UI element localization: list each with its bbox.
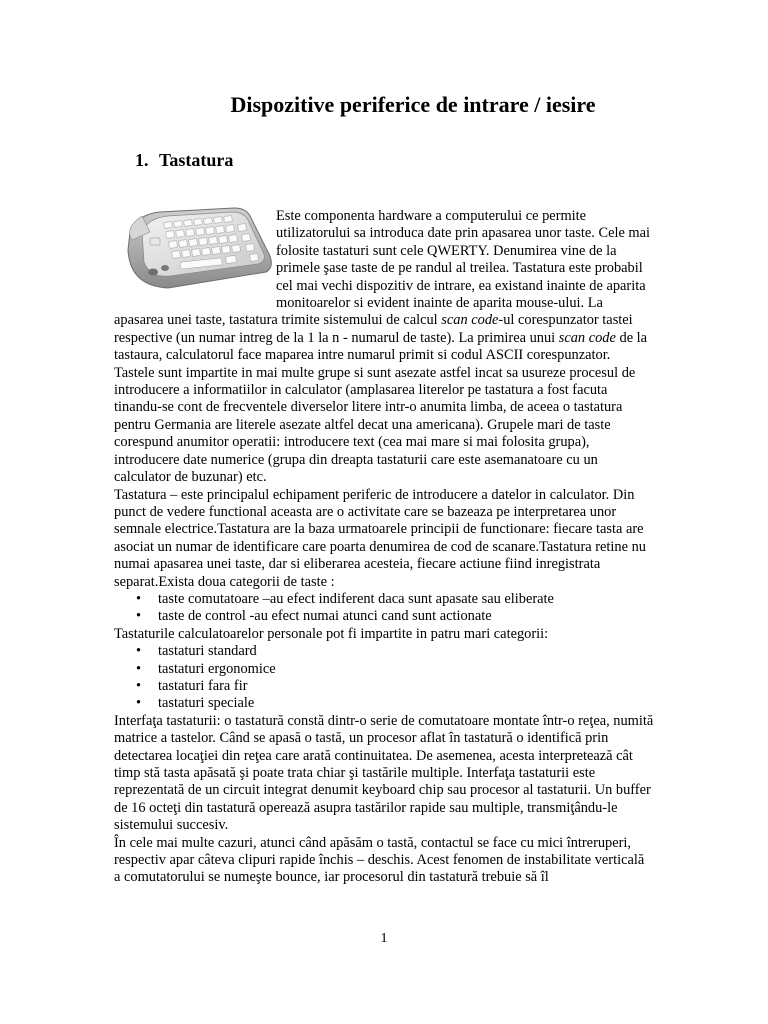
page-number: 1 — [380, 931, 388, 946]
list-item: • tastaturi ergonomice — [158, 661, 654, 678]
paragraph-interface: Interfaţa tastaturii: o tastatură constă dintr-o serie de comutatoare montate într-o reţea, numită matrice a tastelor. Când se apasă o tastă, un procesor aflat în tastatură o identifică prin detectarea locaţiei din reţea care arată continuitatea. De asemenea, acesta interpretează cât timp stă tasta apăsată şi poate trata chiar şi tastările multiple. Interfaţa tastaturii este reprezentată de un circuit integrat denumit keyboard chip sau procesor al tastaturii. Un buffer de 16 octeţi din tastatură operează asupra tastărilor rapide sau multiple, transmiţându-le sistemului succesiv. — [114, 712, 654, 834]
document-title: Dispozitive periferice de intrare / iesire — [230, 92, 596, 117]
list-item: • tastaturi fara fir — [158, 678, 654, 695]
section-number: 1. — [135, 150, 149, 170]
list-item: • tastaturi speciale — [158, 695, 654, 712]
paragraph-definition: Tastatura – este principalul echipament periferic de introducere a datelor in calculator. Din punct de vedere functional aceasta are o activitate care se bazeaza pe interpretarea unor semnale electrice.Tastatura are la baza urmatoarele principii de functionare: fiecare tasta are asociat un numar de identificare care poarta denumirea de cod de scanare.Tastatura retine nu numai apasarea unei taste, dar si eliberarea acesteia, fiecare actiune fiind inregistrata separat.Exista doua categorii de taste : — [114, 486, 646, 590]
term-scan-code-1: scan code — [441, 312, 499, 329]
section-title: Tastatura — [159, 150, 234, 170]
document-body — [114, 208, 654, 887]
list-item: • taste comutatoare –au efect indiferent daca sunt apasate sau eliberate — [158, 591, 654, 608]
list-item: • tastaturi standard — [158, 643, 654, 660]
paragraph-keyboard-types: Tastaturile calculatoarelor personale pot fi impartite in patru mari categorii: — [114, 625, 549, 642]
keyboard-types-list — [114, 643, 654, 713]
paragraph-intro-part-3: de la tastaura, calculatorul face maparea intre numarul primit si codul ASCII corespunzator. Tastele sunt impartite in mai multe grupe si sunt asezate astfel incat sa usureze procesul de introducere a informatiilor in calculator (amplasarea literelor pe tastatura a fost facuta tinandu-se cont de frecventele diverselor litere intr-o anumita limba, de aceea o tastatura pentru Germania are literele asezate altfel decat una americana). Grupele mari de taste corespund anumitor operatii: introducere text (cea mai mare si mai folosita grupa), introducere date numerice (grupa din dreapta tastaturii care este asemanatoare cu un calculator de buzunar) etc. — [114, 329, 648, 486]
paragraph-bounce: În cele mai multe cazuri, atunci când apăsăm o tastă, contactul se face cu mici întreruperi, respectiv apar câteva clipuri rapide închis – deschis. Acest fenomen de instabilitate verticală a comutatorului se numeşte bounce, iar procesorul din tastatură trebuie să îl — [114, 834, 645, 886]
paragraph-intro-part-2: -ul corespunzator tastei respective (un numar intreg de la 1 la n - numarul de taste). La primirea unui — [114, 312, 633, 346]
image-wrap-spacer — [114, 208, 276, 296]
section-heading — [135, 150, 233, 171]
list-item: • taste de control -au efect numai atunci cand sunt actionate — [158, 608, 654, 625]
key-categories-list — [114, 591, 654, 626]
term-scan-code-2: scan code — [558, 329, 616, 346]
paragraph-intro-part-1: Este componenta hardware a computerului ce permite utilizatorului sa introduca date prin apasarea unor taste. Cele mai folosite tastaturi sunt cele QWERTY. Denumirea vine de la primele şase taste de pe randul al treilea. Tastatura este probabil cel mai vechi dispozitiv de intrare, ea existand inainte de aparita monitoarelor si evident inainte de aparita mouse-ului. La apasarea unei taste, tastatura trimite sistemului de calcul — [114, 208, 651, 329]
